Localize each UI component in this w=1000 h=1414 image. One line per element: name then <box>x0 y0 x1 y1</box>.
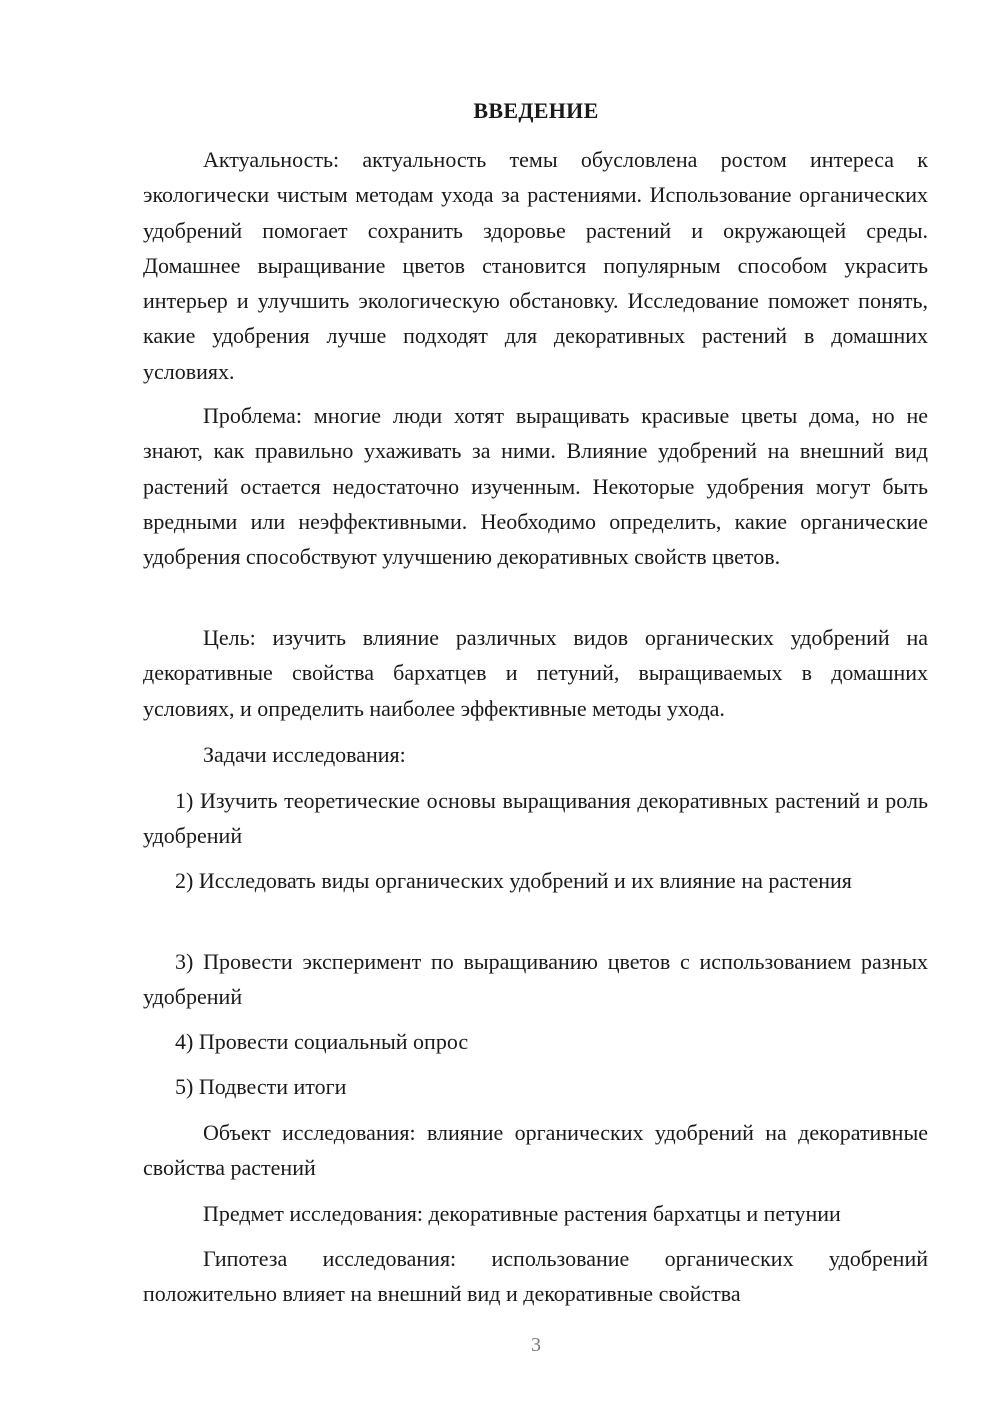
task-item-4: 4) Провести социальный опрос <box>175 1029 469 1054</box>
paragraph-hypothesis: Гипотеза исследования: использование органических удобрений положительно влияет на внешний вид и декоративные свойства <box>143 1246 928 1307</box>
paragraph-relevance: Актуальность: актуальность темы обусловлена ростом интереса к экологически чистым методам ухода за растениями. Использование органических удобрений помогает сохранить здоровье растений и окружающей среды. Домашнее выращивание цветов становится популярным способом украсить интерьер и улучшить экологическую обстановку. Исследование поможет понять, какие удобрения лучше подходят для декоративных растений в домашних условиях. <box>143 147 928 384</box>
page-number: 3 <box>531 1334 541 1356</box>
task-item-1: 1) Изучить теоретические основы выращивания декоративных растений и роль удобрений <box>143 788 928 849</box>
task-item-5: 5) Подвести итоги <box>175 1074 347 1099</box>
paragraph-goal: Цель: изучить влияние различных видов органических удобрений на декоративные свойства бархатцев и петуний, выращиваемых в домашних условиях, и определить наиболее эффективные методы ухода. <box>143 625 928 721</box>
task-item-3: 3) Провести эксперимент по выращиванию цветов с использованием разных удобрений <box>143 949 928 1010</box>
tasks-heading: Задачи исследования: <box>203 742 406 767</box>
task-item-2: 2) Исследовать виды органических удобрений и их влияние на растения <box>175 868 852 893</box>
paragraph-problem: Проблема: многие люди хотят выращивать красивые цветы дома, но не знают, как правильно ухаживать за ними. Влияние удобрений на внешний вид растений остается недостаточно изученным. Некоторые удобрения могут быть вредными или неэффективными. Необходимо определить, какие органические удобрения способствуют улучшению декоративных свойств цветов. <box>143 403 928 570</box>
section-title: ВВЕДЕНИЕ <box>473 98 599 123</box>
paragraph-subject: Предмет исследования: декоративные растения бархатцы и петунии <box>203 1201 841 1226</box>
paragraph-object: Объект исследования: влияние органических удобрений на декоративные свойства растений <box>143 1120 928 1181</box>
